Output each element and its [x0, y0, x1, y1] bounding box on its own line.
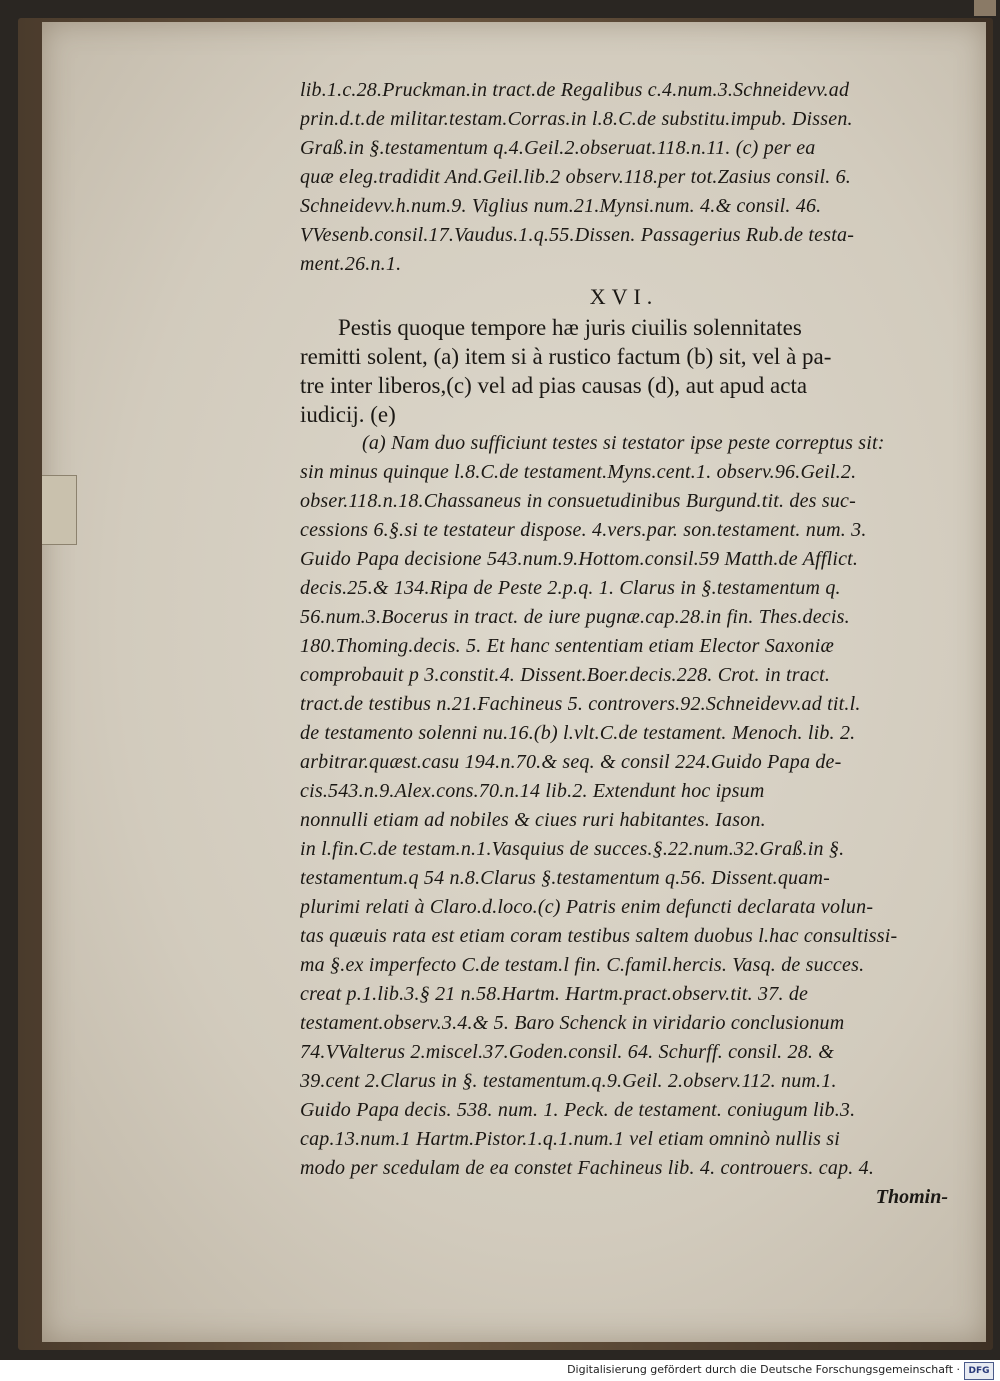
- body-line: iudicij. (e): [300, 402, 396, 427]
- text-line: Schneidevv.h.num.9. Viglius num.21.Mynsi.num. 4.& consil. 46.: [300, 195, 822, 217]
- dfg-logo-icon: DFG: [964, 1362, 994, 1380]
- note-line: modo per scedulam de ea constet Fachineus lib. 4. controuers. cap. 4.: [300, 1157, 875, 1179]
- note-line: in l.fin.C.de testam.n.1.Vasquius de succes.§.22.num.32.Graß.in §.: [300, 838, 845, 860]
- catchword: Thomin-: [875, 1186, 948, 1208]
- text-line: prin.d.t.de militar.testam.Corras.in l.8.C.de substitu.impub. Dissen.: [300, 108, 853, 130]
- note-line: de testamento solenni nu.16.(b) l.vlt.C.de testament. Menoch. lib. 2.: [300, 722, 856, 744]
- note-line: arbitrar.quæst.casu 194.n.70.& seq. & consil 224.Guido Papa de-: [300, 751, 842, 773]
- text-line: quæ eleg.tradidit And.Geil.lib.2 observ.118.per tot.Zasius consil. 6.: [300, 166, 852, 188]
- note-line: cap.13.num.1 Hartm.Pistor.1.q.1.num.1 vel etiam omninò nullis si: [300, 1128, 841, 1150]
- text-line: ment.26.n.1.: [300, 253, 402, 275]
- note-line: comprobauit p 3.constit.4. Dissent.Boer.decis.228. Crot. in tract.: [300, 664, 831, 686]
- note-line: testament.observ.3.4.& 5. Baro Schenck in viridario conclusionum: [300, 1012, 845, 1034]
- section-heading: XVI.: [589, 284, 659, 309]
- note-line: creat p.1.lib.3.§ 21 n.58.Hartm. Hartm.pract.observ.tit. 37. de: [300, 983, 809, 1005]
- page-text: [300, 76, 948, 1212]
- note-line: plurimi relati à Claro.d.loco.(c) Patris enim defuncti declarata volun-: [300, 896, 874, 918]
- note-line: sin minus quinque l.8.C.de testament.Myns.cent.1. observ.96.Geil.2.: [300, 461, 857, 483]
- note-line: 74.VValterus 2.miscel.37.Goden.consil. 64. Schurff. consil. 28. &: [300, 1041, 835, 1063]
- note-line: cis.543.n.9.Alex.cons.70.n.14 lib.2. Extendunt hoc ipsum: [300, 780, 765, 802]
- note-line: nonnulli etiam ad nobiles & ciues ruri habitantes. Iason.: [300, 809, 766, 831]
- note-line: Guido Papa decis. 538. num. 1. Peck. de testament. coniugum lib.3.: [300, 1099, 856, 1121]
- note-line: cessions 6.§.si te testateur dispose. 4.vers.par. son.testament. num. 3.: [300, 519, 867, 541]
- text-line: Graß.in §.testamentum q.4.Geil.2.obseruat.118.n.11. (c) per ea: [300, 137, 816, 159]
- note-line: 56.num.3.Bocerus in tract. de iure pugnæ.cap.28.in fin. Thes.decis.: [300, 606, 850, 628]
- body-line: Pestis quoque tempore hæ juris ciuilis solennitates: [338, 315, 802, 340]
- note-line: obser.118.n.18.Chassaneus in consuetudinibus Burgund.tit. des suc-: [300, 490, 856, 512]
- note-line: testamentum.q 54 n.8.Clarus §.testamentum q.56. Dissent.quam-: [300, 867, 830, 889]
- note-line: Guido Papa decisione 543.num.9.Hottom.consil.59 Matth.de Afflict.: [300, 548, 859, 570]
- body-line: remitti solent, (a) item si à rustico factum (b) sit, vel à pa-: [300, 344, 832, 369]
- note-line: tract.de testibus n.21.Fachineus 5. controvers.92.Schneidevv.ad tit.l.: [300, 693, 861, 715]
- note-line: 180.Thoming.decis. 5. Et hanc sententiam etiam Elector Saxoniæ: [300, 635, 834, 657]
- text-line: lib.1.c.28.Pruckman.in tract.de Regalibus c.4.num.3.Schneidevv.ad: [300, 79, 850, 101]
- note-line: tas quæuis rata est etiam coram testibus saltem duobus l.hac consultissi-: [300, 925, 898, 947]
- note-line: ma §.ex imperfecto C.de testam.l fin. C.famil.hercis. Vasq. de succes.: [300, 954, 865, 976]
- scan-corner-mark: [974, 0, 996, 16]
- note-line: 39.cent 2.Clarus in §. testamentum.q.9.Geil. 2.observ.112. num.1.: [300, 1070, 837, 1092]
- body-line: tre inter liberos,(c) vel ad pias causas (d), aut apud acta: [300, 373, 808, 398]
- page-marker-tab: [42, 475, 77, 545]
- note-line: decis.25.& 134.Ripa de Peste 2.p.q. 1. Clarus in §.testamentum q.: [300, 577, 841, 599]
- funding-credit: Digitalisierung gefördert durch die Deutsche Forschungsgemeinschaft ·: [567, 1363, 960, 1376]
- note-line: (a) Nam duo sufficiunt testes si testator ipse peste correptus sit:: [362, 432, 885, 454]
- text-line: VVesenb.consil.17.Vaudus.1.q.55.Dissen. Passagerius Rub.de testa-: [300, 224, 855, 246]
